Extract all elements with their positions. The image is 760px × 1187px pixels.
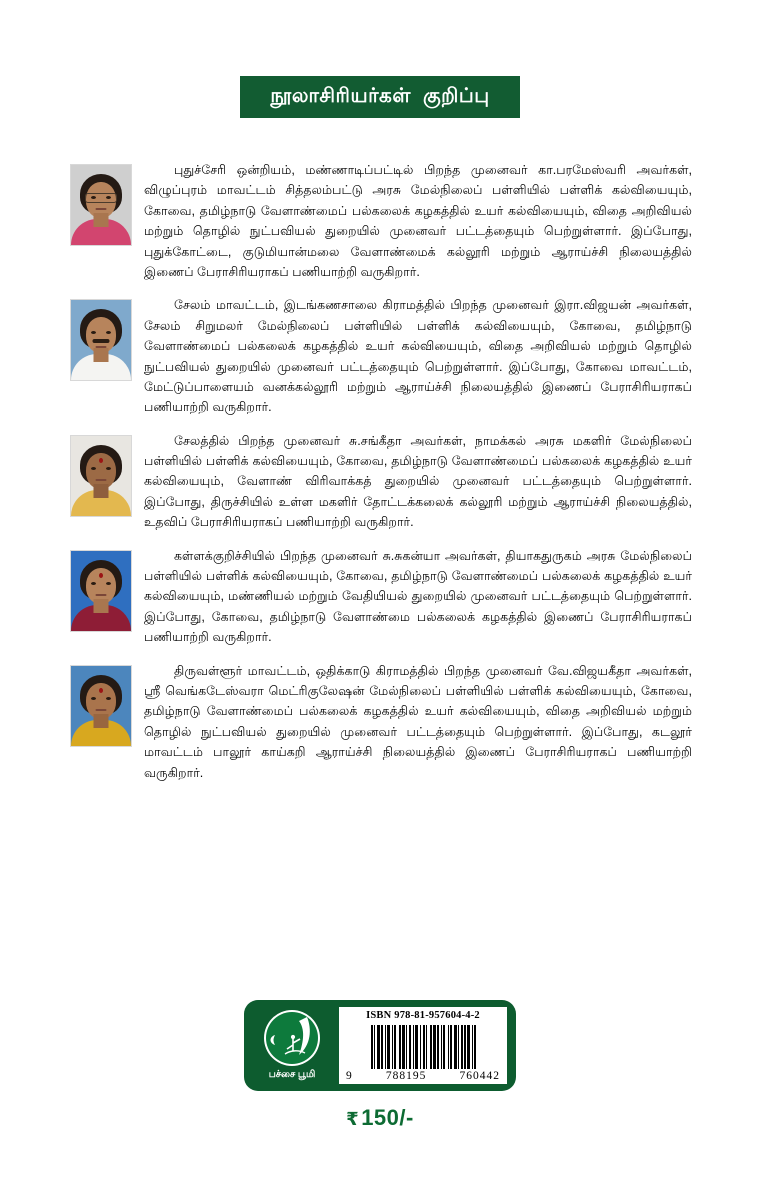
author-photo-sukanya (70, 550, 132, 632)
header-banner-row (0, 76, 760, 118)
photo-neck (94, 599, 109, 613)
photo-eye-right (106, 582, 111, 585)
publisher-logo (253, 1009, 331, 1081)
photo-neck (94, 714, 109, 728)
photo-eye-right (106, 697, 111, 700)
author-entry (70, 160, 692, 282)
barcode-bars (344, 1025, 502, 1069)
photo-eye-left (91, 582, 96, 585)
isbn-barcode-block (244, 1000, 516, 1091)
author-entry (70, 546, 692, 648)
photo-eye-left (91, 697, 96, 700)
author-photo-vijayageetha (70, 665, 132, 747)
photo-mouth (96, 594, 107, 596)
photo-glasses (85, 193, 117, 203)
photo-mouth (96, 346, 107, 348)
barcode-card (339, 1007, 507, 1084)
author-photo-vijayan (70, 299, 132, 381)
photo-eye-left (91, 467, 96, 470)
photo-moustache (93, 339, 110, 343)
photo-neck (94, 348, 109, 362)
author-photo-wrap (70, 295, 132, 381)
author-photo-wrap (70, 661, 132, 747)
author-bio-text: புதுச்சேரி ஒன்றியம், மண்ணாடிப்பட்டில் பிறந்த முனைவர் கா.பரமேஸ்வரி அவர்கள், விழுப்புரம் மாவட்டம் சித்தலம்பட்டு அரசு மேல்நிலைப் பள்ளியில் பள்ளிக் கல்வியையும், கோவை, தமிழ்நாடு வேளாண்மைப் பல்கலைக் கழகத்தில் உயர் கல்வியையும், விதை அறிவியல் மற்றும் தொழில் நுட்பவியல் துறையில் முனைவர் பட்டத்தையும் பெற்றுள்ளார். இப்போது, புதுக்கோட்டை, குடுமியான்மலை வேளாண்மைக் கல்லூரி மற்றும் ஆராய்ச்சி நிலையத்தில் இணைப் பேராசிரியராகப் பணியாற்றி வருகிறார். (144, 163, 692, 279)
barcode-digit-group-right: 760442 (459, 1069, 500, 1082)
photo-bindi (99, 688, 103, 693)
authors-section (70, 160, 692, 796)
photo-eye-right (106, 467, 111, 470)
author-entry (70, 295, 692, 417)
photo-eye-left (91, 196, 96, 199)
author-bio-text: கள்ளக்குறிச்சியில் பிறந்த முனைவர் சு.சுகன்யா அவர்கள், தியாகதுருகம் அரசு மேல்நிலைப் பள்ளியில் பள்ளிக் கல்வியையும், கோவை, தமிழ்நாடு வேளாண்மைப் பல்கலைக் கழகத்தில் உயர் கல்வியையும், மண்ணியல் மற்றும் வேதியியல் துறையில் முனைவர் பட்டத்தையும் பெற்றுள்ளார். இப்போது, கோவை, தமிழ்நாடு வேளாண்மை பல்கலைக் கழகத்தில் இணைப் பேராசிரியராகப் பணியாற்றி வருகிறார். (144, 548, 692, 645)
photo-mouth (96, 709, 107, 711)
isbn-number: ISBN 978-81-957604-4-2 (366, 1010, 480, 1021)
photo-neck (94, 213, 109, 227)
price-label (346, 1105, 414, 1131)
author-bio-text: சேலத்தில் பிறந்த முனைவர் சு.சங்கீதா அவர்கள், நாமக்கல் அரசு மகளிர் மேல்நிலைப் பள்ளியில் பள்ளிக் கல்வியையும், கோவை, தமிழ்நாடு வேளாண்மைப் பல்கலைக் கழகத்தில் உயர் கல்வியையும், வேளாண் விரிவாக்கத் துறையில் முனைவர் பட்டத்தையும் பெற்றுள்ளார். இப்போது, திருச்சியில் உள்ள மகளிர் தோட்டக்கலைக் கல்லூரி மற்றும் ஆராய்ச்சி நிலையத்தில், உதவிப் பேராசிரியராகப் பணியாற்றி வருகிறார். (144, 433, 692, 530)
pachai-bhoomi-logo-icon (263, 1009, 321, 1067)
author-photo-wrap (70, 546, 132, 632)
footer-section (0, 1000, 760, 1131)
publisher-logo-caption: பச்சை பூமி (268, 1069, 316, 1081)
author-photo-wrap (70, 431, 132, 517)
author-photo-parameswari (70, 164, 132, 246)
author-photo-wrap (70, 160, 132, 246)
author-bio-text: திருவள்ளூர் மாவட்டம், ஒதிக்காடு கிராமத்தில் பிறந்த முனைவர் வே.விஜயகீதா அவர்கள், ஸ்ரீ வெங்கடேஸ்வரா மெட்ரிகுலேஷன் மேல்நிலைப் பள்ளியில் பள்ளிக் கல்வியையும், கோவை, தமிழ்நாடு வேளாண்மைப் பல்கலைக் கழகத்தில் உயர் கல்வியையும், விதை அறிவியல் மற்றும் தொழில் நுட்பவியல் துறையில் முனைவர் பட்டத்தையும் பெற்றுள்ளார். இப்போது, கடலூர் மாவட்டம் பாலூர் காய்கறி ஆராய்ச்சி நிலையத்தில் இணைப் பேராசிரியராகப் பணியாற்றி வருகிறார். (144, 663, 692, 780)
barcode-digit-group-mid: 788195 (385, 1069, 427, 1082)
author-photo-sangeetha (70, 435, 132, 517)
photo-bindi (99, 573, 103, 578)
price-value: 150/- (361, 1104, 414, 1130)
barcode-digit-group-left: 9 (346, 1069, 353, 1082)
photo-mouth (96, 479, 107, 481)
photo-mouth (96, 208, 107, 210)
author-entry (70, 661, 692, 783)
photo-bindi (99, 458, 103, 463)
photo-neck (94, 484, 109, 498)
photo-eye-right (106, 196, 111, 199)
author-entry (70, 431, 692, 533)
barcode-digits (344, 1070, 502, 1082)
rupee-symbol-icon: ₹ (346, 1108, 360, 1129)
page-title-banner: நூலாசிரியர்கள் குறிப்பு (240, 76, 519, 118)
author-bio-text: சேலம் மாவட்டம், இடங்கணசாலை கிராமத்தில் பிறந்த முனைவர் இரா.விஜயன் அவர்கள், சேலம் சிறுமலர் மேல்நிலைப் பள்ளியில் பள்ளிக் கல்வியையும், கோவை, தமிழ்நாடு வேளாண்மைப் பல்கலைக் கழகத்தில் உயர் கல்வியையும், விதை அறிவியல் மற்றும் தொழில் நுட்பவியல் துறையில் முனைவர் பட்டத்தையும் பெற்றுள்ளார். இப்போது, கோவை மாவட்டம், மேட்டுப்பாளையம் வனக்கல்லூரி மற்றும் ஆராய்ச்சி நிலையத்தில் இணைப் பேராசிரியராகப் பணியாற்றி வருகிறார். (144, 298, 692, 415)
